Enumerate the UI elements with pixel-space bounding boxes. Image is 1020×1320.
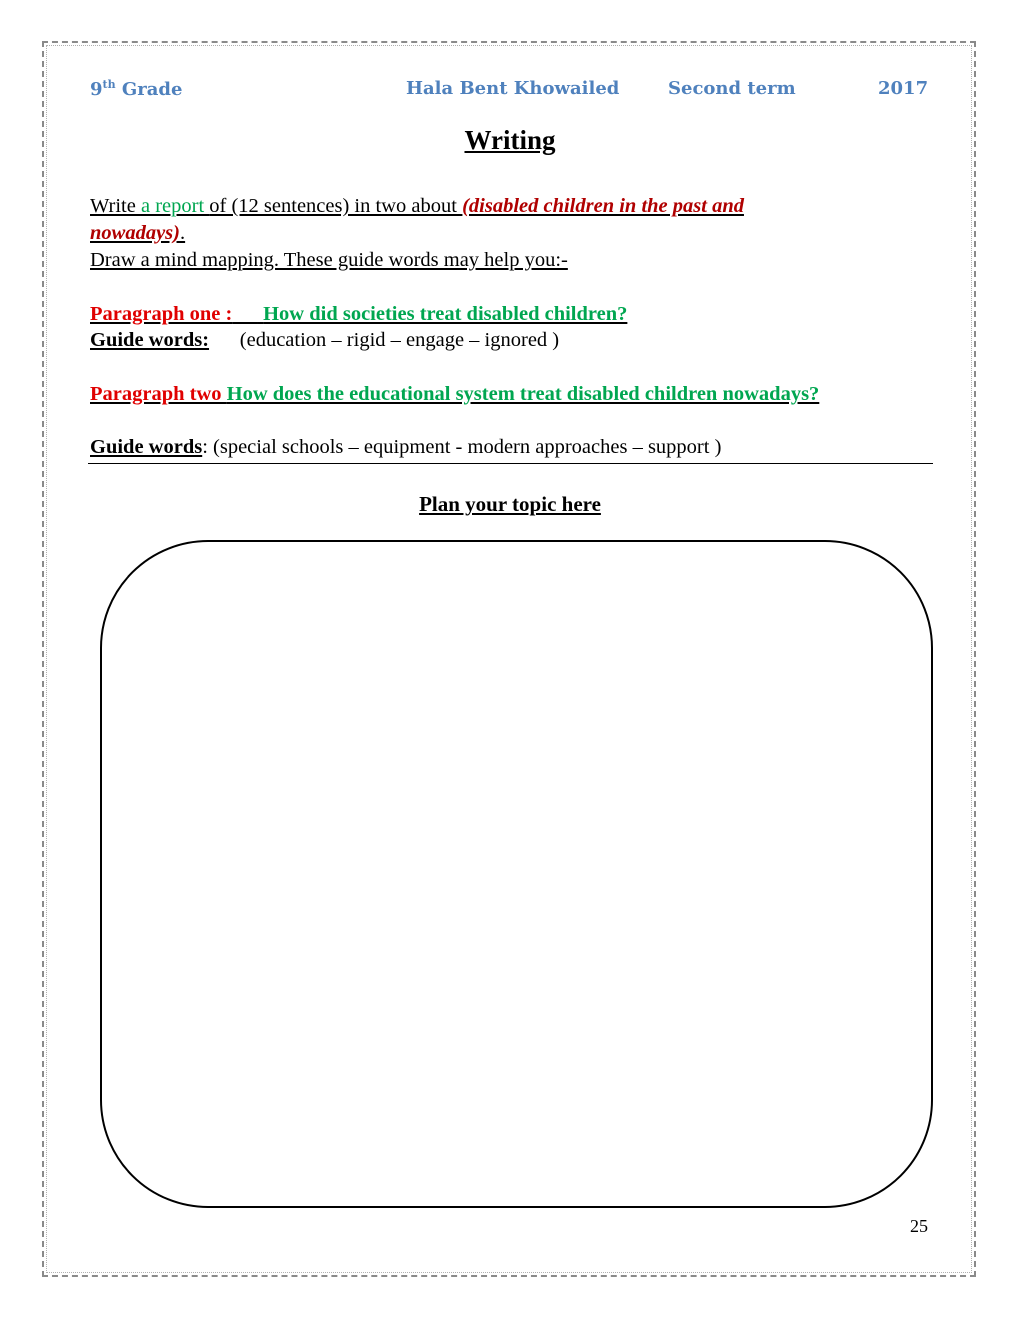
paragraph-one-label: Paragraph one : <box>90 303 233 325</box>
paragraph-two-label: Paragraph two <box>90 383 227 405</box>
guide-words-underline <box>88 463 933 464</box>
plan-heading: Plan your topic here <box>419 492 601 516</box>
guide-words-one-label: Guide words: <box>90 329 210 351</box>
guide-words-two-list: : (special schools – equipment - modern approaches – support ) <box>202 436 722 458</box>
paragraph-two-question: How does the educational system treat disabled children nowadays? <box>226 383 820 405</box>
page-number: 25 <box>910 1216 928 1236</box>
instruction-line-2 <box>90 222 185 245</box>
page-title: Writing <box>464 125 556 155</box>
header-author: Hala Bent Khowailed <box>406 78 620 99</box>
guide-words-one-line <box>90 329 559 352</box>
plan-drawing-area[interactable] <box>100 540 933 1208</box>
topic-period: . <box>179 222 186 244</box>
header-year: 2017 <box>878 78 929 99</box>
instruction-line-1 <box>90 195 744 218</box>
topic-text-1: (disabled children in the past and <box>462 195 744 217</box>
guide-words-two-label: Guide words <box>90 436 203 458</box>
write-word: Write <box>90 195 141 217</box>
instruction-rest: of (12 sentences) in two about <box>209 195 463 217</box>
guide-words-two-line <box>90 436 721 459</box>
paragraph-two-line <box>90 383 819 406</box>
instruction-line-3: Draw a mind mapping. These guide words may help you:- <box>90 249 568 271</box>
header-grade: 9th Grade <box>90 78 183 100</box>
header-term: Second term <box>668 78 796 99</box>
paragraph-one-question: How did societies treat disabled children? <box>263 303 628 325</box>
paragraph-one-line <box>90 303 627 326</box>
report-word: a report <box>140 195 210 217</box>
grade-superscript: th <box>102 78 116 91</box>
topic-text-2: nowadays) <box>90 222 180 244</box>
guide-words-one-list: (education – rigid – engage – ignored ) <box>239 329 560 351</box>
